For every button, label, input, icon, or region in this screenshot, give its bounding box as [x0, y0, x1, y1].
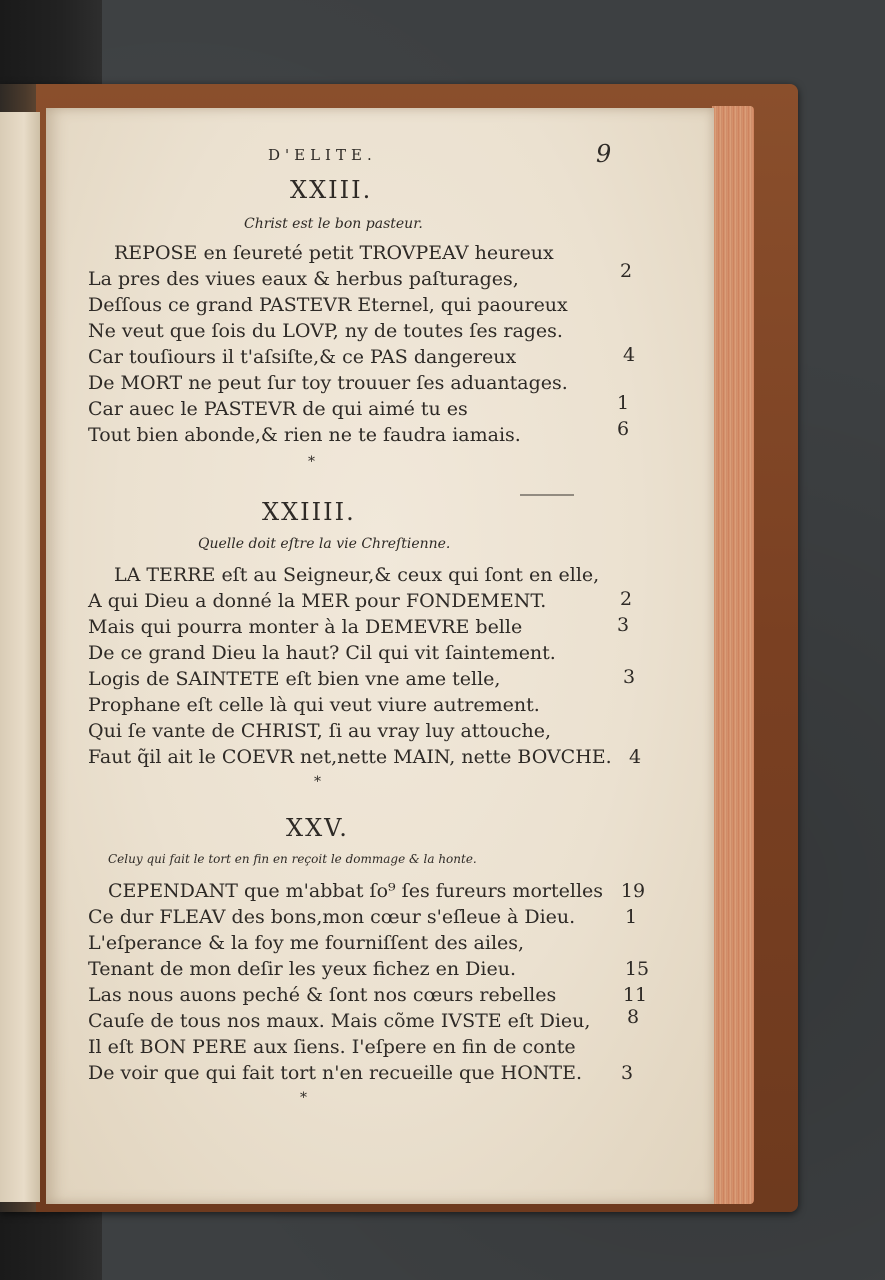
verse-line: Ce dur FLEAV des bons,mon cœur s'eſleue à Dieu. — [88, 906, 576, 928]
verse-line: CEPENDANT que m'abbat ſo⁹ ſes fureurs mortelles — [108, 880, 604, 902]
verse-number: 2 — [619, 588, 633, 610]
section-heading: XXIII. — [290, 176, 373, 204]
verse-line: Cauſe de tous nos maux. Mais cõme IVSTE eſt Dieu, — [88, 1010, 591, 1032]
verse-line: La pres des viues eaux & herbus paſturages, — [88, 268, 519, 290]
verse-line: Faut q̃il ait le COEVR net,nette MAIN, nette BOVCHE. — [88, 746, 612, 768]
verse-line: De ce grand Dieu la haut? Cil qui vit ſaintement. — [88, 642, 556, 664]
verse-number: 1 — [616, 392, 630, 414]
section-heading: XXV. — [286, 814, 349, 842]
verse-line: A qui Dieu a donné la MER pour FONDEMENT. — [88, 590, 547, 612]
section-heading: XXIIII. — [262, 498, 356, 526]
verse-line: Qui ſe vante de CHRIST, ſi au vray luy attouche, — [88, 720, 551, 742]
verse-number: 6 — [616, 418, 630, 440]
facing-page-edge — [0, 112, 40, 1202]
verse-number: 11 — [622, 984, 648, 1006]
page-edges — [712, 106, 754, 1204]
verse-number: 3 — [622, 666, 636, 688]
section-subtitle: Christ est le bon pasteur. — [244, 216, 423, 232]
verse-line: De MORT ne peut ſur toy trouuer ſes aduantages. — [88, 372, 568, 394]
ornament-asterisk: * — [314, 774, 321, 790]
verse-line: L'eſperance & la foy me fourniſſent des ailes, — [88, 932, 525, 954]
verse-line: Ne veut que ſois du LOVP, ny de toutes ſes rages. — [88, 320, 563, 342]
verse-line: Il eſt BON PERE aux ſiens. I'eſpere en fin de conte — [88, 1036, 576, 1058]
verse-line: De voir que qui fait tort n'en recueille que HONTE. — [88, 1062, 583, 1084]
verse-number: 3 — [616, 614, 630, 636]
verse-line: Mais qui pourra monter à la DEMEVRE belle — [88, 616, 523, 638]
verse-line: Las nous auons peché & ſont nos cœurs rebelles — [88, 984, 557, 1006]
verse-line: Deſſous ce grand PASTEVR Eternel, qui paoureux — [88, 294, 568, 316]
page-number: 9 — [596, 140, 612, 168]
ink-stroke — [520, 494, 574, 496]
verse-line: Car auec le PASTEVR de qui aimé tu es — [88, 398, 468, 420]
verse-number: 4 — [628, 746, 642, 768]
ornament-asterisk: * — [308, 454, 315, 470]
verse-number: 15 — [624, 958, 650, 980]
verse-line: Logis de SAINTETE eſt bien vne ame telle, — [88, 668, 501, 690]
running-head: D'ELITE. — [268, 146, 377, 164]
section-subtitle: Celuy qui fait le tort en fin en reçoit le dommage & la honte. — [108, 852, 477, 866]
verse-line: Tout bien abonde,& rien ne te faudra iamais. — [88, 424, 521, 446]
section-subtitle: Quelle doit eſtre la vie Chreſtienne. — [198, 536, 451, 552]
verse-number: 4 — [622, 344, 636, 366]
verse-number: 1 — [624, 906, 638, 928]
verse-number: 19 — [620, 880, 646, 902]
verse-number: 2 — [619, 260, 633, 282]
verse-number: 3 — [620, 1062, 634, 1084]
verse-line: LA TERRE eſt au Seigneur,& ceux qui ſont en elle, — [114, 564, 600, 586]
verse-line: Prophane eſt celle là qui veut viure autrement. — [88, 694, 540, 716]
verse-line: Tenant de mon deſir les yeux fichez en Dieu. — [88, 958, 517, 980]
ornament-asterisk: * — [300, 1090, 307, 1106]
verse-line: REPOSE en ſeureté petit TROVPEAV heureux — [114, 242, 554, 264]
verse-line: Car touſiours il t'aſsiſte,& ce PAS dangereux — [88, 346, 517, 368]
verse-number: 8 — [626, 1006, 640, 1028]
